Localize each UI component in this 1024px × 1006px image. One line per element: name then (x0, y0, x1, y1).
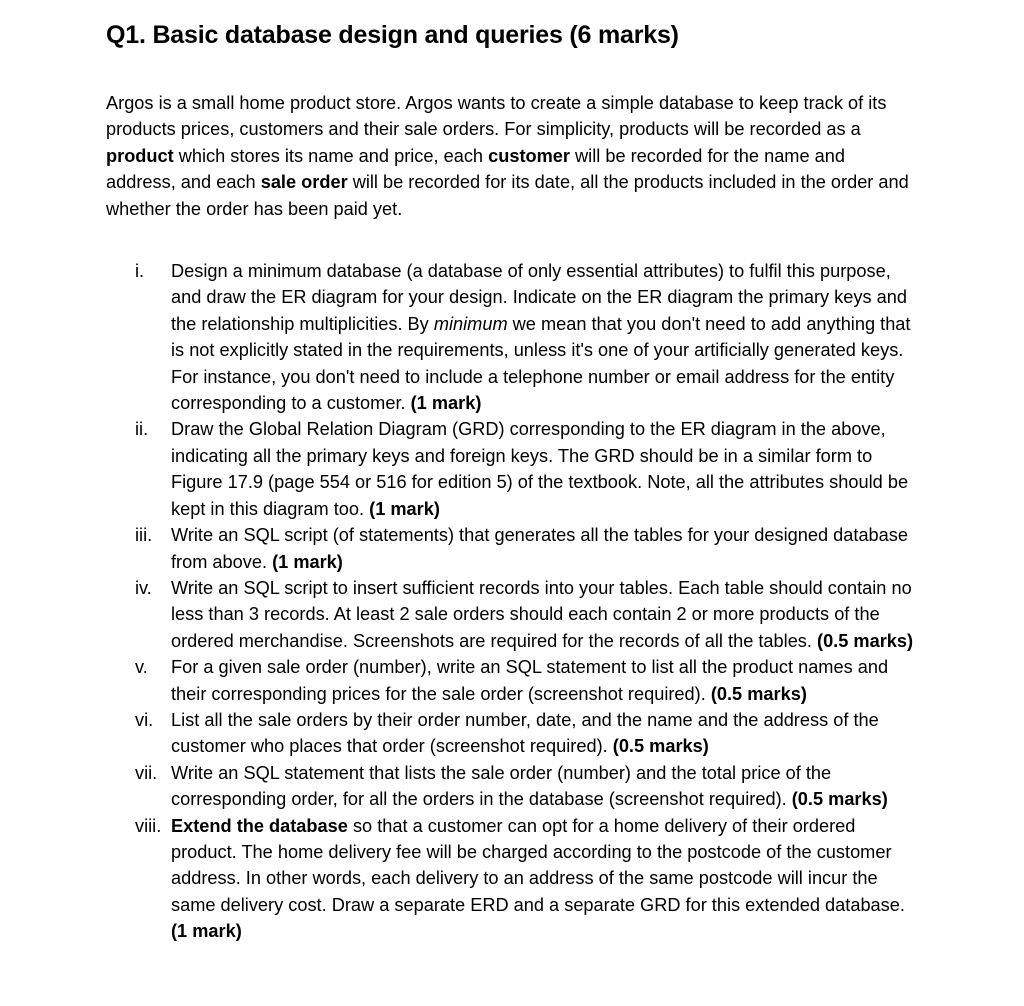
task-number: iv. (135, 577, 152, 598)
task-body: Draw the Global Relation Diagram (GRD) corresponding to the ER diagram in the above, indicating all the primary keys and foreign keys. The GRD should be in a similar form to Figure 17.9 (page 554 or 516 for edition 5) of the textbook. Note, all the attributes should be kept in this diagram too. (171, 419, 909, 519)
intro-text-2: which stores its name and price, each (173, 145, 489, 166)
task-marks: (1 mark) (171, 921, 242, 942)
task-number: iii. (135, 525, 153, 546)
task-body: List all the sale orders by their order number, date, and the name and the address of the customer who places that order (screenshot required). (171, 709, 879, 757)
task-text (171, 258, 921, 416)
task-number: ii. (135, 419, 149, 440)
task-item-v (106, 654, 926, 707)
task-text (171, 760, 921, 813)
question-title: Q1. Basic database design and queries (6 marks) (106, 21, 679, 49)
task-item-i (106, 258, 926, 416)
intro-text-3: will be recorded for the name and address, and each (106, 145, 845, 193)
task-item-vi (106, 707, 926, 760)
task-list (106, 258, 926, 945)
task-body: Write an SQL script to insert sufficient records into your tables. Each table should contain no less than 3 records. At least 2 sale orders should each contain 2 or more products of the ordered merchandise. Screenshots are required for the records of all the tables. (171, 577, 912, 651)
task-text (171, 575, 921, 654)
intro-bold-customer: customer (488, 145, 570, 166)
task-text (171, 707, 921, 760)
intro-paragraph (106, 90, 918, 222)
task-number: vii. (135, 762, 158, 783)
task-item-vii (106, 760, 926, 813)
task-lead-bold: Extend the database (171, 815, 348, 836)
intro-bold-sale-order: sale order (260, 172, 348, 193)
task-body: so that a customer can opt for a home delivery of their ordered product. The home delivery fee will be charged according to the postcode of the customer address. In other words, each delivery to an address of the same postcode will incur the same delivery cost. Draw a separate ERD and a separate GRD for this extended database. (171, 815, 905, 915)
intro-text-4: will be recorded for its date, all the products included in the order and whether the order has been paid yet. (106, 172, 909, 219)
task-text (171, 416, 921, 522)
document-page (106, 18, 926, 961)
intro-bold-product: product (106, 145, 174, 166)
intro-text-1: Argos is a small home product store. Argos wants to create a simple database to keep track of its products prices, customers and their sale orders. For simplicity, products will be recorded as a (106, 93, 887, 140)
task-body: For a given sale order (number), write an SQL statement to list all the product names and their corresponding prices for the sale order (screenshot required). (171, 657, 889, 704)
task-body: Write an SQL statement that lists the sale order (number) and the total price of the corresponding order, for all the orders in the database (screenshot required). (171, 762, 832, 810)
task-marks: (1 mark) (369, 498, 440, 519)
task-marks: (0.5 marks) (710, 683, 807, 704)
task-text (171, 813, 921, 945)
task-item-iii (106, 522, 926, 575)
task-number: i. (135, 261, 145, 282)
task-text (171, 522, 921, 575)
task-marks: (1 mark) (410, 393, 482, 414)
task-number: vi. (135, 709, 154, 730)
task-marks: (0.5 marks) (817, 630, 914, 651)
task-marks: (0.5 marks) (612, 736, 709, 757)
task-marks: (1 mark) (272, 551, 343, 572)
task-emphasis: minimum (433, 313, 508, 334)
task-body: Write an SQL script (of statements) that generates all the tables for your designed database from above. (171, 525, 908, 572)
task-item-viii (106, 813, 926, 945)
task-body-cont: we mean that you don't need to add anything that is not explicitly stated in the requirements, unless it's one of your artificially generated keys. For instance, you don't need to include a telephone number or email address for the entity corresponding to a customer. (171, 313, 911, 414)
task-body: Design a minimum database (a database of only essential attributes) to fulfil this purpose, and draw the ER diagram for your design. Indicate on the ER diagram the primary keys and the relationship multiplicities. By (171, 261, 907, 334)
task-number: viii. (135, 815, 162, 836)
task-item-ii (106, 416, 926, 522)
task-number: v. (135, 657, 148, 678)
task-text (171, 654, 921, 707)
task-item-iv (106, 575, 926, 654)
task-marks: (0.5 marks) (791, 789, 888, 810)
